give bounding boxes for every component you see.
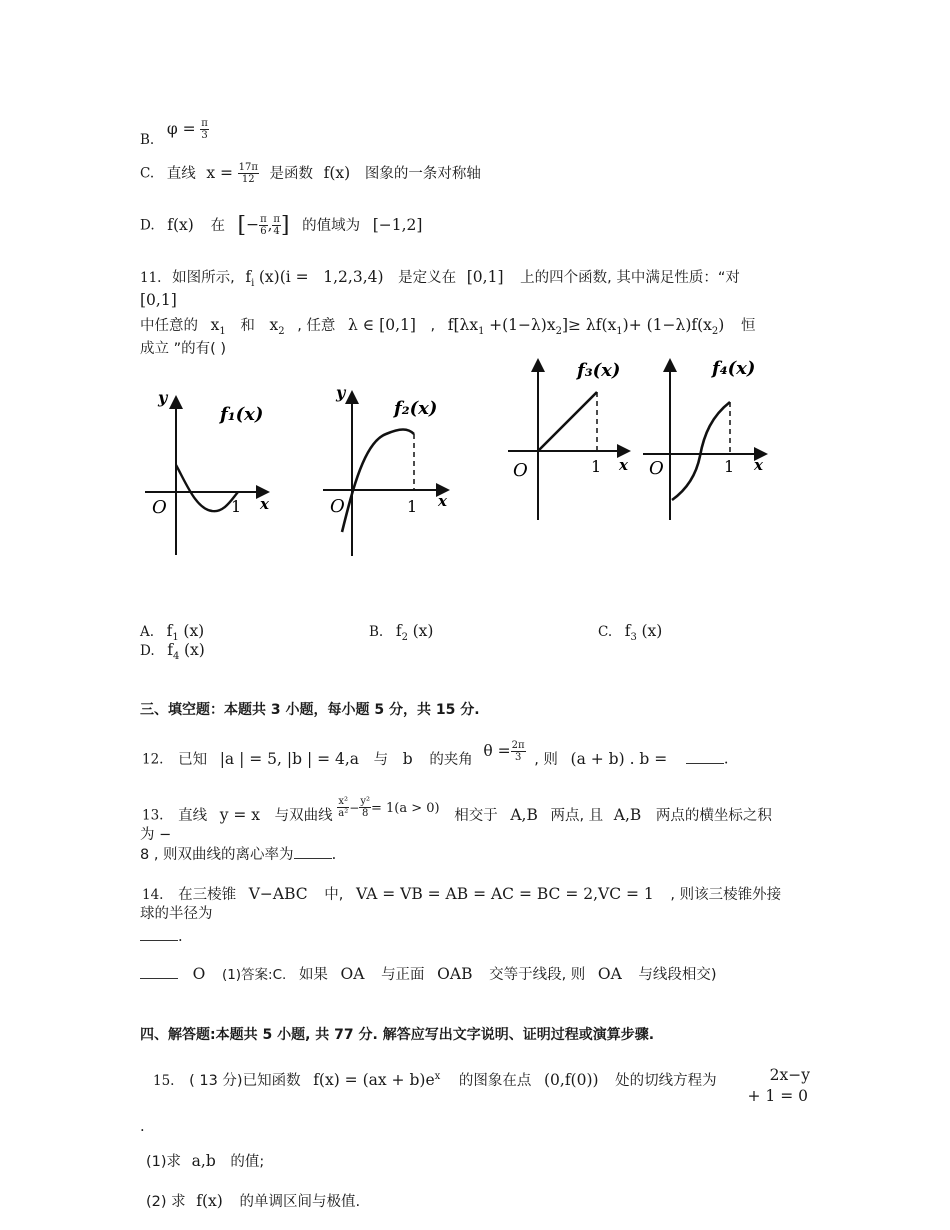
q13-line1: [142, 796, 772, 827]
q11-text3: 上的四个函数, 其中满足性质：“对: [520, 270, 740, 286]
q15-eq1: 2x−y: [769, 1066, 810, 1084]
q15-line1: [153, 1068, 717, 1090]
q11-c-x: (x): [641, 622, 663, 640]
q11-line2: [0,1]: [140, 291, 177, 309]
f4-tick-one: 1: [724, 457, 735, 476]
f1-y-label: y: [158, 388, 168, 407]
q11-d-x: (x): [183, 641, 205, 659]
f4-origin: O: [649, 458, 664, 479]
q13-answer-blank[interactable]: [294, 846, 332, 859]
q11-set: 1,2,3,4): [323, 268, 384, 286]
q10-option-d: [140, 214, 422, 237]
q13-text2: 与双曲线: [274, 807, 333, 824]
note-text3: 与正面: [381, 967, 425, 983]
q11-line4: 成立 ”的有( ): [140, 341, 227, 357]
q10-c-x: x =: [206, 163, 234, 182]
q11-a-x: (x): [183, 622, 205, 640]
q11-c-sub: 3: [630, 631, 637, 643]
q12-theta: θ =: [483, 741, 511, 760]
q11-line1: [140, 268, 740, 293]
q11-x2-sub: 2: [278, 325, 285, 337]
q14-text2: 中,: [324, 887, 344, 903]
note-oa: OA: [340, 965, 365, 983]
q11-ineq-sub2: 2: [555, 325, 562, 337]
q11-d-sub: 4: [173, 650, 180, 662]
q10-c-text2: 是函数: [269, 165, 314, 182]
f1-curve: [176, 465, 238, 511]
q10-d-minus: −: [246, 215, 260, 234]
f4-title: f₄(x): [712, 358, 756, 379]
f1-tick-one: 1: [231, 497, 242, 516]
graph-f2: [320, 382, 460, 560]
q14-line3: [140, 928, 183, 946]
q12-fraction: $\frac{2\pi}{3}$: [511, 740, 525, 763]
q12-end: .: [723, 751, 729, 768]
q13-line3: [140, 846, 336, 864]
note-oab: OAB: [437, 965, 473, 983]
q11-ineq-c: ]≥ λf(x: [561, 316, 617, 334]
q15-sup: x: [434, 1071, 441, 1082]
q11-a-f: f: [166, 622, 173, 640]
f2-tick-one: 1: [407, 497, 418, 516]
q15-score: ( 13 分)已知函数: [189, 1072, 301, 1089]
q15-dot: .: [140, 1119, 145, 1135]
q10-d-label: D.: [140, 217, 155, 234]
q11-option-d: [140, 641, 205, 666]
q12-number: 12.: [142, 751, 164, 768]
f1-origin: O: [152, 497, 167, 518]
q11-text6: , 任意: [297, 318, 336, 334]
graph-f1: [140, 385, 280, 560]
q12-abs: |a | = 5, |b | = 4,a: [219, 749, 360, 768]
f3-title: f₃(x): [577, 360, 621, 381]
q13-line-eq: y = x: [219, 805, 261, 824]
f2-origin: O: [330, 496, 345, 517]
q11-c-label: C.: [598, 624, 613, 640]
note-text1: (1)答案:C.: [221, 967, 287, 983]
f4-curve: [672, 402, 730, 500]
q11-ineq-sub4: 2: [711, 325, 719, 337]
graph-f3: [505, 356, 635, 524]
q10-option-c: [140, 162, 481, 185]
q10-d-fx: f(x): [167, 215, 194, 234]
q15-p1-ab: a,b: [191, 1152, 216, 1170]
q15-part2: [146, 1192, 360, 1211]
q15-fx: f(x) = (ax + b)e: [313, 1070, 435, 1089]
q13-text3: 相交于: [454, 807, 498, 824]
q10-d-bracket-close: ]: [280, 212, 290, 238]
q13-eq: = 1(a > 0): [370, 800, 440, 816]
note-text5: 与线段相交): [638, 967, 717, 983]
q14-eqs: VA = VB = AB = AC = BC = 2,VC = 1: [355, 885, 654, 903]
q11-interval: [0,1]: [466, 268, 504, 286]
q11-a-label: A.: [140, 624, 155, 640]
q13-text5: 两点的横坐标之积: [655, 807, 772, 824]
q11-ineq-b: +(1−λ)x: [489, 316, 556, 334]
q11-line3: [140, 316, 755, 341]
f3-x-label: x: [619, 456, 628, 474]
q11-x1: x: [210, 316, 220, 334]
f2-title: f₂(x): [394, 398, 438, 419]
q11-fi: f: [245, 268, 252, 286]
q13-number: 13.: [142, 807, 164, 824]
q11-d-label: D.: [140, 643, 155, 659]
f4-x-label: x: [754, 456, 763, 474]
q10-c-fx: f(x): [323, 163, 351, 182]
graph-f4: [640, 356, 775, 524]
note-o: O: [192, 965, 206, 983]
q15-p1-label: (1)求: [146, 1154, 182, 1170]
q11-option-c: [598, 622, 662, 647]
q13-hyperbola: [337, 796, 440, 819]
q11-d-f: f: [167, 641, 173, 659]
q13-text4: 两点, 且: [550, 807, 604, 824]
q12-expr: (a + b) . b =: [570, 749, 668, 768]
q10-d-text: 在: [210, 217, 225, 234]
q14-text1: 在三棱锥: [178, 887, 237, 903]
q10-c-text3: 图象的一条对称轴: [364, 165, 481, 182]
q12-text4: , 则: [534, 751, 558, 768]
note-blank[interactable]: [140, 966, 178, 979]
f1-title: f₁(x): [220, 404, 264, 425]
q13-frac1: $\frac{\text{x²}}{\text{a²}}$: [338, 796, 349, 819]
q10-d-frac1: $\frac{\pi}{6}$: [260, 214, 267, 237]
note-text4: 交等于线段, 则: [489, 967, 586, 983]
q11-x1-sub: 1: [219, 325, 226, 337]
q11-number: 11.: [140, 270, 162, 286]
q15-part1: [146, 1152, 264, 1171]
section-4-title: 四、解答题:本题共 5 小题, 共 77 分. 解答应写出文字说明、证明过程或演算步骤.: [140, 1027, 655, 1043]
q15-text1: 的图象在点: [458, 1072, 532, 1089]
q11-ineq-d: )+ (1−λ)f(x: [622, 316, 712, 334]
q10-b-fraction: $\frac{\pi}{3}$: [201, 118, 208, 141]
f3-tick-one: 1: [591, 457, 602, 476]
q11-b-sub: 2: [401, 631, 408, 643]
q10-c-fraction: $\frac{17\pi}{12}$: [238, 162, 258, 185]
f2-y-label: y: [336, 383, 346, 402]
q10-b-expr: φ =: [166, 119, 196, 138]
q13-minus: −: [349, 800, 360, 815]
q12-line: [142, 740, 729, 771]
q11-ineq-a: f[λx: [447, 316, 479, 334]
q11-text1: 如图所示,: [172, 270, 235, 286]
q11-text8: 恒: [740, 318, 756, 334]
q12-b: b: [402, 749, 413, 768]
q11-args: (x)(i =: [258, 268, 309, 286]
note-text2: 如果: [298, 967, 328, 983]
q11-b-label: B.: [369, 624, 384, 640]
q15-p2-text: 的单调区间与极值.: [239, 1194, 361, 1210]
q14-answer-blank[interactable]: [140, 928, 178, 941]
q12-text2: 与: [373, 751, 389, 768]
q15-eq2: + 1 = 0: [747, 1087, 808, 1105]
q13-line2: 为 −: [140, 827, 172, 843]
f3-origin: O: [513, 460, 528, 481]
q15-point: (0,f(0)): [543, 1070, 599, 1089]
q11-option-b: [369, 622, 433, 647]
q11-x2: x: [269, 316, 279, 334]
q10-b-label: B.: [140, 131, 155, 148]
q15-p1-text: 的值;: [230, 1154, 265, 1170]
q11-lambda: λ ∈ [0,1]: [348, 316, 416, 334]
q11-text2: 是定义在: [398, 270, 457, 286]
q13-ab: A,B: [510, 805, 538, 824]
q11-ineq-e: ): [718, 316, 725, 334]
q10-c-text: 直线: [166, 165, 196, 182]
f3-line: [538, 392, 597, 451]
q10-c-label: C.: [140, 165, 155, 182]
q13-text1: 直线: [178, 807, 208, 824]
q10-d-range: [−1,2]: [372, 215, 423, 234]
q15-p2-label: (2) 求: [146, 1194, 186, 1210]
q15-text2: 处的切线方程为: [615, 1072, 717, 1089]
q14-line1: [142, 885, 781, 904]
q10-d-interval: [: [237, 212, 247, 238]
q11-i-sub: i: [251, 277, 255, 289]
q14-end: .: [178, 929, 183, 945]
q10-option-b: [140, 118, 209, 148]
q11-ineq-sub3: 1: [616, 325, 623, 337]
q15-number: 15.: [153, 1072, 175, 1089]
note-line: [140, 965, 717, 984]
q13-line3-text: 8 , 则双曲线的离心率为: [140, 847, 294, 863]
q15-p2-fx: f(x): [196, 1192, 223, 1210]
q13-frac2: $\frac{\text{y²}}{8}$: [360, 796, 370, 819]
q11-b-x: (x): [412, 622, 434, 640]
f1-x-label: x: [260, 495, 269, 513]
q11-c-f: f: [624, 622, 631, 640]
q13-ab2: A,B: [613, 805, 642, 824]
q11-ineq-sub1: 1: [478, 325, 485, 337]
q11-a-sub: 1: [172, 631, 179, 643]
note-oa2: OA: [597, 965, 622, 983]
section-3-title: 三、填空题：本题共 3 小题，每小题 5 分，共 15 分.: [140, 702, 480, 718]
q10-d-comma: ,: [267, 217, 273, 234]
q12-answer-blank[interactable]: [686, 751, 724, 764]
q13-end: .: [331, 847, 337, 863]
q10-d-frac2: $\frac{\pi}{4}$: [273, 214, 280, 237]
q11-text7: ,: [430, 318, 436, 334]
q12-text1: 已知: [178, 751, 208, 768]
q11-text4: 中任意的: [140, 318, 198, 334]
q14-line2: 球的半径为: [140, 906, 213, 922]
q14-text3: , 则该三棱锥外接: [670, 887, 782, 903]
q14-number: 14.: [142, 887, 164, 903]
f2-x-label: x: [438, 492, 447, 510]
q10-d-text2: 的值域为: [302, 217, 361, 234]
q12-text3: 的夹角: [429, 751, 473, 768]
q14-pyramid: V−ABC: [248, 885, 308, 903]
q11-b-f: f: [395, 622, 402, 640]
q11-text5: 和: [240, 318, 255, 334]
